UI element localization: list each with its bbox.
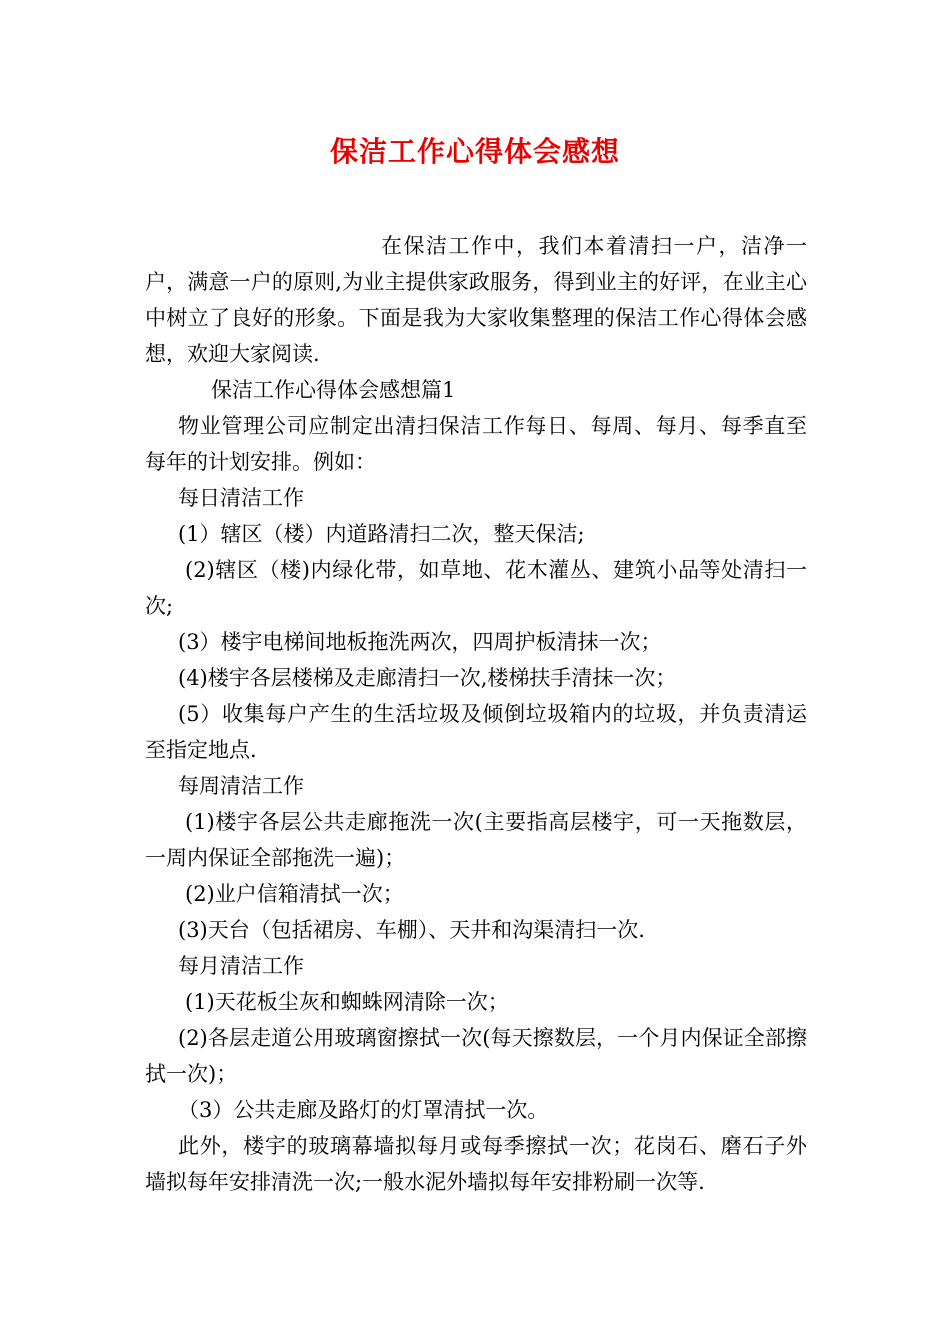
heading-monthly: 每月清洁工作: [178, 954, 304, 978]
list-item-daily-4: (4)楼宇各层楼梯及走廊清扫一次,楼梯扶手清抹一次；: [178, 666, 677, 690]
intro-paragraph: 在保洁工作中，我们本着清扫一户，洁净一户，满意一户的原则,为业主提供家政服务，得到业主的好评，在业主心中树立了良好的形象。下面是我为大家收集整理的保洁工作心得体会感想，欢迎大家阅读.: [145, 234, 807, 366]
paragraph-additional: 此外，楼宇的玻璃幕墙拟每月或每季擦拭一次；花岗石、磨石子外墙拟每年安排清洗一次;一般水泥外墙拟每年安排粉刷一次等.: [145, 1134, 807, 1194]
paragraph-plan: 物业管理公司应制定出清扫保洁工作每日、每周、每月、每季直至每年的计划安排。例如：: [145, 414, 807, 474]
heading-weekly: 每周清洁工作: [178, 774, 304, 798]
document-body: [145, 228, 807, 1200]
heading-daily: 每日清洁工作: [178, 486, 304, 510]
list-item-weekly-1: (1)楼宇各层公共走廊拖洗一次(主要指高层楼宇，可一天拖数层，一周内保证全部拖洗一遍)；: [145, 810, 807, 870]
list-item-daily-2: (2)辖区（楼)内绿化带，如草地、花木灌丛、建筑小品等处清扫一次;: [145, 558, 807, 618]
list-item-monthly-2: (2)各层走道公用玻璃窗擦拭一次(每天擦数层，一个月内保证全部擦拭一次)；: [145, 1026, 807, 1086]
page-title: 保洁工作心得体会感想: [329, 135, 620, 168]
list-item-weekly-3: (3)天台（包括裙房、车棚）、天井和沟渠清扫一次.: [178, 918, 645, 942]
list-item-daily-1: (1）辖区（楼）内道路清扫二次，整天保洁;: [178, 522, 585, 546]
list-item-daily-3: (3）楼宇电梯间地板拖洗两次，四周护板清抹一次；: [178, 630, 662, 654]
list-item-monthly-3: （3）公共走廊及路灯的灯罩清拭一次。: [178, 1098, 549, 1122]
section-title: 保洁工作心得体会感想篇1: [211, 378, 456, 402]
list-item-weekly-2: (2)业户信箱清拭一次；: [185, 882, 404, 906]
list-item-monthly-1: (1)天花板尘灰和蜘蛛网清除一次；: [185, 990, 509, 1014]
list-item-daily-5: (5）收集每户产生的生活垃圾及倾倒垃圾箱内的垃圾，并负责清运至指定地点.: [145, 702, 807, 762]
